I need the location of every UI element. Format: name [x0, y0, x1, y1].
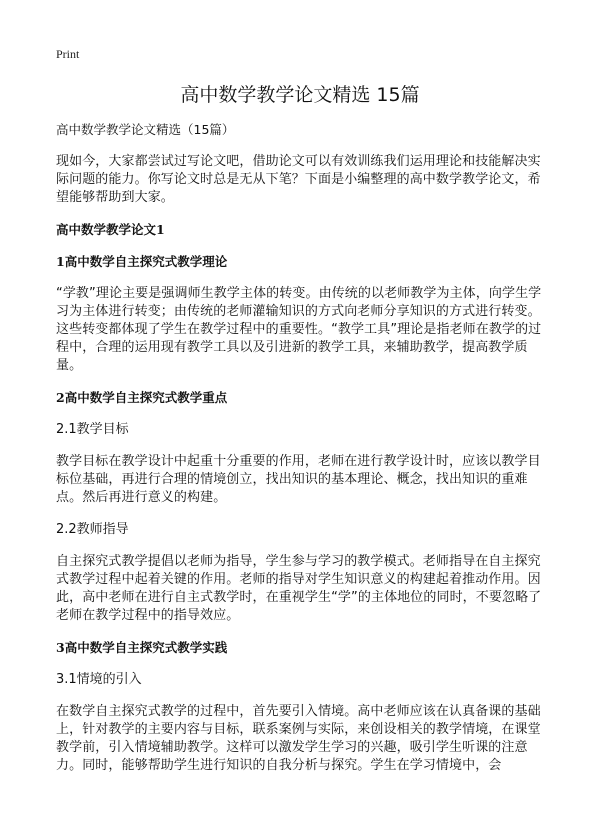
heading-2: 2高中数学自主探究式教学重点: [56, 390, 228, 405]
document-title: 高中数学教学论文精选 15篇: [180, 84, 420, 106]
paragraph-2-1: 教学目标在教学设计中起重十分重要的作用，老师在进行教学设计时，应该以教学目标位基础，再进行合理的情境创立，找出知识的基本理论、概念，找出知识的重难点。然后再进行意义的构建。: [56, 454, 541, 505]
paragraph-1: “学教”理论主要是强调师生教学主体的转变。由传统的以老师教学为主体，向学生学习为主体进行转变；由传统的老师灌输知识的方式向老师分享知识的方式进行转变。这些转变都体现了学生在教学过程中的重要性。“教学工具”理论是指老师在教学的过程中，合理的运用现有教学工具以及引进新的教学工具，来辅助教学，提高教学质量。: [56, 286, 542, 373]
heading-3: 3高中数学自主探究式教学实践: [56, 640, 228, 655]
print-link[interactable]: Print: [56, 47, 80, 61]
section-title: 高中数学教学论文1: [56, 222, 165, 237]
subheading-3-1: 3.1情境的引入: [56, 672, 142, 687]
heading-1: 1高中数学自主探究式教学理论: [56, 254, 228, 269]
paragraph-2-2: 自主探究式教学提倡以老师为指导，学生参与学习的教学模式。老师指导在自主探究式教学过程中起着关键的作用。老师的指导对学生知识意义的构建起着推动作用。因此，高中老师在进行自主式教学时，在重视学生“学”的主体地位的同时，不要忽略了老师在教学过程中的指导效应。: [56, 554, 542, 623]
intro-paragraph: 现如今，大家都尝试过写论文吧，借助论文可以有效训练我们运用理论和技能解决实际问题的能力。你写论文时总是无从下笔？下面是小编整理的高中数学教学论文，希望能够帮助到大家。: [56, 154, 541, 205]
document-body: [56, 121, 550, 789]
document-subtitle: 高中数学教学论文精选（15篇）: [56, 122, 235, 137]
subheading-2-1: 2.1教学目标: [56, 422, 129, 437]
subheading-2-2: 2.2教师指导: [56, 522, 129, 537]
paragraph-3-1: 在数学自主探究式教学的过程中，首先要引入情境。高中老师应该在认真备课的基础上，针对教学的主要内容与目标，联系案例与实际，来创设相关的教学情境，在课堂教学前，引入情境辅助教学。这样可以激发学生学习的兴趣，吸引学生听课的注意力。同时，能够帮助学生进行知识的自我分析与探究。学生在学习情境中，会: [56, 704, 541, 773]
